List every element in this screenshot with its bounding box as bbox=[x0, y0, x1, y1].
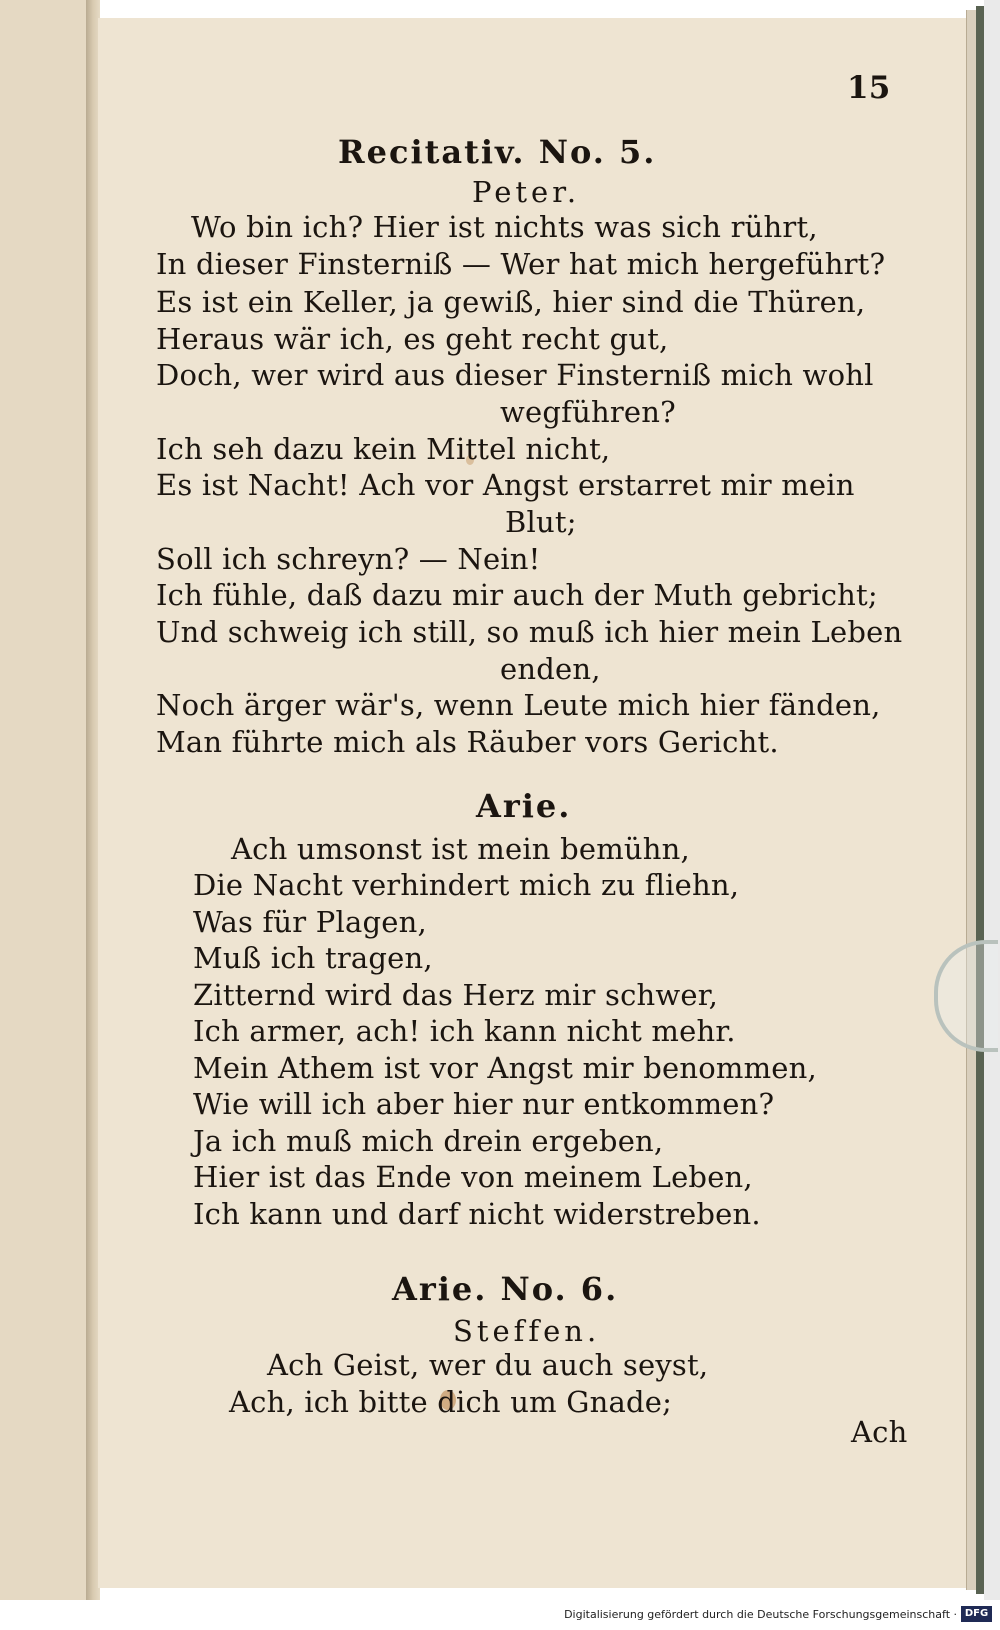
text-line: Die Nacht verhindert mich zu fliehn, bbox=[193, 868, 740, 902]
text-line: Mein Athem ist vor Angst mir benommen, bbox=[193, 1051, 817, 1085]
text-line: Heraus wär ich, es geht recht gut, bbox=[156, 322, 669, 356]
catchword: Ach bbox=[851, 1415, 908, 1449]
text-line: Hier ist das Ende von meinem Leben, bbox=[193, 1160, 753, 1194]
text-line: Ach umsonst ist mein bemühn, bbox=[231, 832, 690, 866]
scanner-border bbox=[984, 0, 1000, 1600]
text-line: Ach Geist, wer du auch seyst, bbox=[267, 1348, 709, 1382]
text-line: Ich seh dazu kein Mittel nicht, bbox=[156, 432, 611, 466]
text-line: Wie will ich aber hier nur entkommen? bbox=[193, 1087, 775, 1121]
text-line: Wo bin ich? Hier ist nichts was sich rührt, bbox=[191, 210, 818, 244]
text-line: Ja ich muß mich drein ergeben, bbox=[193, 1124, 664, 1158]
footer-bar bbox=[0, 1600, 1000, 1630]
text-line: Und schweig ich still, so muß ich hier mein Leben bbox=[156, 615, 903, 649]
text-line: Doch, wer wird aus dieser Finsterniß mich wohl bbox=[156, 358, 874, 392]
aria2-heading: Arie. No. 6. bbox=[392, 1270, 619, 1308]
text-line: wegführen? bbox=[500, 395, 676, 429]
speaker-name: Steffen. bbox=[453, 1314, 601, 1348]
text-line: Was für Plagen, bbox=[193, 905, 427, 939]
text-line: Zitternd wird das Herz mir schwer, bbox=[193, 978, 719, 1012]
text-line: In dieser Finsterniß — Wer hat mich hergeführt? bbox=[156, 247, 886, 281]
text-line: Noch ärger wär's, wenn Leute mich hier fänden, bbox=[156, 688, 881, 722]
text-line: Blut; bbox=[505, 505, 577, 539]
facing-page-edge bbox=[0, 0, 95, 1600]
text-line: enden, bbox=[500, 652, 601, 686]
speaker-name: Peter. bbox=[472, 175, 581, 209]
text-line: Ich armer, ach! ich kann nicht mehr. bbox=[193, 1014, 736, 1048]
text-line: Es ist Nacht! Ach vor Angst erstarret mir mein bbox=[156, 468, 855, 502]
text-line: Soll ich schreyn? — Nein! bbox=[156, 542, 541, 576]
recitative-heading: Recitativ. No. 5. bbox=[338, 133, 657, 171]
footer-credit: Digitalisierung gefördert durch die Deutsche Forschungsgemeinschaft · bbox=[564, 1608, 957, 1621]
text-line: Muß ich tragen, bbox=[193, 941, 433, 975]
dfg-logo-icon: DFG bbox=[961, 1606, 992, 1622]
text-line: Ich kann und darf nicht widerstreben. bbox=[193, 1197, 761, 1231]
page-number: 15 bbox=[847, 70, 891, 106]
book-cover-edge bbox=[976, 6, 984, 1594]
text-line: Man führte mich als Räuber vors Gericht. bbox=[156, 725, 779, 759]
text-line: Ich fühle, daß dazu mir auch der Muth gebricht; bbox=[156, 578, 878, 612]
aria-heading: Arie. bbox=[476, 787, 572, 825]
text-line: Ach, ich bitte dich um Gnade; bbox=[229, 1385, 673, 1419]
text-line: Es ist ein Keller, ja gewiß, hier sind die Thüren, bbox=[156, 285, 866, 319]
